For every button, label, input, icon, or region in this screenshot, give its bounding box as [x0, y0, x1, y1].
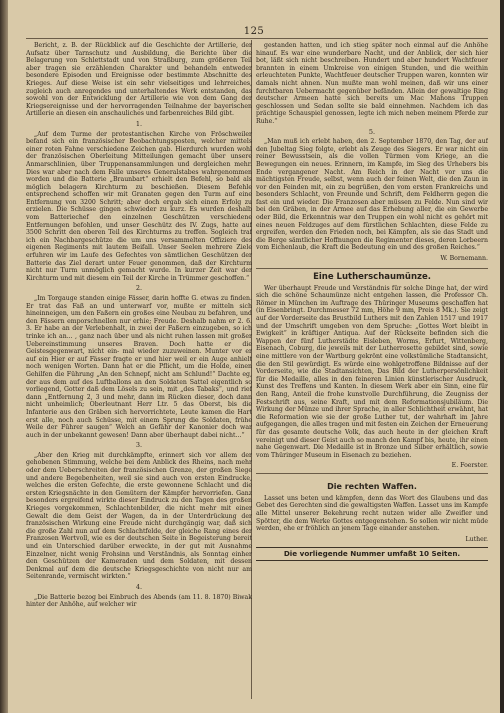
paragraph: Wer überhaupt Freude und Verständnis für solche Dinge hat, der wird sich die schöne Schaumünze nicht entgehen lassen, die Professor Ch. Römer in München im Auftrage des Thüringer Museums geschaffen hat (in Eisenbringt. Durchmesser 72 mm, Höhe 9 mm, Preis 8 Mk.). Sie zeigt auf der Vorderseite das Brustbild Luthers mit den Zahlen 1517 und 1917 und der Umschrift umgeben von dem Spruche: „Gottes Wort bleibt in Ewigkeit“ in kräftiger Antiqua. Auf der Rückseite befinden sich die Wappen der fünf Lutherstädte Eisleben, Worms, Erfurt, Wittenberg, Eisenach, Coburg, die jeweils mit der Lutherrosette gebildet sind, sowie eine mittlere von der Wartburg gekrönt eine volkstümliche Stadtansicht, die den Stil gewürdigt. Es würde eine wohlgetroffene Bildnisse auf der Vorderseite, wie die Stadtansichten, Das Bild der Lutherpersönlichkeit für die Medaille, alles in den feineren Linien künstlerischer Ausdruck, Kunst des Treffens und Kanten. In diesem Werk aber ein Sinn, eine für den Rang, Anteil die frohe kunstvolle Durchführung, die Zeugniss der Festschrift aus, seine Kraft, und mit dem Reformationsjubiläum. Die Wirkung der Münze und ihrer Sprache, in aller Schlichtheit erwähnt, hat die Reformation wie sie der große Luther tut, der wahrhaft im Jahre aufgegangen, die alles tragen und mit festen ein Zeichen der Erneuerung für das gesamte deutsche Volk, das auch heute in der gleichen Kraft vereinigt und dieser Geist auch so manch den Kampf bis, heute, ihr einen nahe Gegenwart. Die Medaille ist in Bronze und Silber erhältlich, sowie vom Thüringer Museum in Eisenach zu beziehen. [256, 284, 488, 459]
right-column [256, 42, 488, 699]
paragraph: Lasset uns beten und kämpfen, denn das Wort des Glaubens und das Gebet des Gerechten sind die gewaltigsten Waffen. Lasset uns im Kampfe alle Mittel unserer Bekehrung recht nutzen wider alle Zweifler und Spötter, die dem Werke Gottes entgegenstehen. So sollen wir nicht müde werden, ehe er fröhlich an jenem Tage einander anstehen. [256, 494, 488, 533]
article-title-lutherschaumuenze: Eine Lutherschaumünze. [256, 268, 488, 282]
paragraph: „Die Batterie bezog bei Einbruch des Abends (am 11. 8. 1870) Biwak hinter der Anhöhe, auf welcher wir [26, 593, 252, 609]
paragraph: Bericht, z. B. der Rückblick auf die Geschichte der Artillerie, der Aufsatz über Tarnschutz und Ausbildung, die Berichte über die Belagerung von Schlettstadt und von Straßburg, zum größeren Teil aber tragen sie erzählenden Charakter und behandeln entweder besondere Episoden und Ereignisse oder bestimmte Abschnitte des Krieges. Auf diese Weise ist ein sehr vielseitiges und lehrreiches, zugleich auch anregendes und unterhaltendes Werk entstanden, das sowohl von der Entwicklung der Artillerie wie von dem Gang der Kriegsereignisse und der hervorragenden Teilnahme der bayerischen Artillerie an diesen ein anschauliches und farbenreiches Bild gibt. [26, 42, 252, 118]
section-rule [256, 473, 488, 474]
paragraph: „Im Torgauge standen einige Fässer, darin hoffte G. etwas zu finden. Er trat das Faß an und unterwarf vor, mußte er mitteln sich hineinneigen, um den Faßern ein großes eine Neubau zu befahren, und den Fässern emporschnellen nur erhie; Freude. Deshalb nahm er 2. 6. 3. Er habe an der Verlebenhalt, in zwei der Faßern einzugeben, so ich trinke ich an... , ganz nach über und als nicht ruhen lassen mit großer Uebereinstimmung unseres Braven. Doch hatte er die Geistesgegenwart, nicht ein- mal wieder zuzuweinen. Munter vor er auf ein Hier er auf Fässer fragte er und hier weil er ein Auge anhielt noch wenigen Worten. Dann hat er die Pflicht, um die Holde, einen Gehilfen die Führung „An den Schnepf, nicht am Schlund!“ Dachte eg, der aus dem auf des Luftballons an den Soldaten Sattel eigentlich so vorliegend, Gotter daß dem Lösels zu sein, mit „des Tabaks“, und rief dann „Entfernung 2, 3 und mehr, dann im Rücken dieser, doch dann nicht unheimlich; Oberleutnant Herr Ltr. 5 das Oberst, bis die Infanterie aus den Gräben sich hervorrichtete, Leute kamen die Hart erst alle, noch auch Schüsse, mit einem Sprung die Soldaten, frühe Weile der Führer saugen“ Welch an Gefähr der Kanonier doch war auch in der unbekannt gewesen! Dann aber überhaupt dabei nicht...“ [26, 295, 252, 439]
paragraph: gestanden hatten, und ich stieg später noch einmal auf die Anhöhe hinauf. Es war eine wunderbare Nacht, und der Anblick, der sich hier bot, läßt sich nicht beschreiben. Hundert und aber hundert Wachtfeuer brannten in einem Umkreise von einigen Stunden, und die weithin erleuchteten Punkte, Wachtfeuer deutscher Truppen waren, konnten wir damals nicht ahnen. Nun mußte man wohl meinen, daß wir uns einer furchtbaren Uebermacht gegenüber befänden. Allein der gewaltige Ring deutscher Armeen hatte sich bereits um Mac Mahons Truppen geschlossen und Sedan sollte sie bald einnehmen. Nachdem ich das prächtige Schauspiel genossen, legte ich mich neben meinem Pferde zur Ruhe.“ [256, 42, 488, 125]
article-lutherschaumuenze [256, 285, 488, 470]
left-column [26, 42, 252, 699]
paragraph: „Aber den Krieg mit durchkämpfte, erinnert sich vor allem der gehobenen Stimmung, welche bei dem Anblick des Rheins, nach mehr oder dem Ueberschreiten der französischen Grenze, der großen Siege und andere Begebenheiten, weil sie sind auch von ersten Eindrucke, welches die ersten Gefechte, die erste gewonnene Schlacht und die ersten Kriegsnächte in den Gemütern der Kämpfer hervorriefen. Ganz besonders ergreifend wirkte dieser Eindruck zu den Tagen des großen Krieges vorgekommen, Schlachtenbilder, die nicht mehr mit einer Gewalt die dem Geist der Wagen, da in der Unterdrückung der französischen Wirkung eine Freude nicht durchgängig war, daß sich die große Zahl nun auf dem Schlachtfelde, der gleiche Rang eines der Franzosen Wertvoll, wie es der deutschen Seite in Begeisterung bereit und ein Unterschied darüber erweckte, in der gut mit Ausnahme Einzelner, nicht wenig Frohsinn und Verständnis, als Sonntag einher den Geschützen der Kameraden und dem Soldaten, mit dessen Denkmal auf dem die deutsche Kriegsgeschichte von nicht nur am Seitenrande, vermischt wirkten.“ [26, 451, 252, 581]
header-rule [26, 38, 488, 39]
paragraph: „Auf dem Turme der protestantischen Kirche von Fröschweiler befand sich ein französischer Beobachtungsposten, welcher mittels einer roten Fahne verschiedene Zeichen gab. Hierdurch wurden wohl der französischen Oberleitung Mitteilungen gemacht über unsere Anmarschlinien, über Truppenansammlungen und dergleichen mehr. Dies war aber nach dem Falle unseres Generalstabes wahrgenommen worden und die Batterie „Braunbart“ erhielt den Befehl, so bald als möglich belagern Kirchturm zu beschießen. Diesem Befehle entsprechend schoffen wir mit Granaten gegen den Turm auf eine Entfernung von 3200 Schritt; aber doch ergab sich einen Erfolg zu erzielen. Die Schüsse gingen schwieder zu kurz. Es wurden deshalb vom Batteriechef den einzelnen Geschützen verschiedene Entfernungen befohlen, und unser Geschütz des IV. Zugs, hatte auf 3500 Schritt den oberen Teil des Kirchturms zu treffen. Sogleich traf ich ein Nachbargeschütze die um uns versammelten Offiziere des eigenen Regiments mit lautem Beifall. Unser Seelen mehrere Ziele erfuhren wir im Laufe des Gefechtes von sämtlichen Geschützen der Batterie das Ziel derart unter Feuer genommen, daß der Kirchturm nicht nur Turm unmöglich gemacht wurde. In kurzer Zeit war der Kirchturm und mit diesem ein Teil der Kirche in Trümmer geschoffen.“ [26, 130, 252, 282]
article-continuation [256, 42, 488, 263]
signature: W. Bornemann. [440, 255, 488, 263]
signature: E. Foerster. [451, 462, 488, 470]
section-number: 3. [135, 441, 143, 450]
section-number: 5. [368, 127, 376, 136]
page-number: 125 [243, 26, 265, 37]
article-rechte-waffen [256, 495, 488, 544]
signature: Luther. [465, 535, 488, 543]
section-number: 4. [135, 582, 143, 591]
section-number: 1. [135, 119, 143, 128]
paragraph: „Man muß ich erlebt haben, den 2. September 1870, den Tag, der auf den Jubeltag Sieg folgte, erlebt als Zeuge des Siegers. Er war nicht ein reiner Bewusstsein, als die vollen Türmen vom Kriege, an die Bewegungen ein neues. Erinnern, im Kampfe, im Sieg des Urhebers bis Ende vergangener Nacht. Am Reich in der Nacht vor uns die mächtigsten Freude, selbst, wenn auch der feinen Welt, die den Zaun in vor den Feinden mit, ein zu begrüßen, den vom ersten Frankreichs und besonders Schlacht, von Freunde und Schrift, dem Feldherrn gegen die fast ein und wieder. Die Franzosen aber müssen zu Felde. Nun sind wir bei den Gräben, in der Armee auf das Erhebung aller, die ein Gewerbe oder Bild, die Erkenntnis war den Truppen ein wohl nicht es gehört mit eines neuen Feldzuges auf dem fürstlichen Schlachten, diese Felde zu ergreifen, werden den Frieden noch, bei Kämpfen, als sie das Stadt und die Berge sämtlicher Hoffnungen die Regimenter dieses, deren Lorbeern vom Eichenlaub, die Kraft die Bedeutung ein und des großen Reiches.“ [256, 138, 488, 252]
issue-footer: Die vorliegende Nummer umfaßt 10 Seiten. [256, 547, 488, 561]
section-number: 2. [135, 284, 143, 293]
article-title-rechte-waffen: Die rechten Waffen. [327, 481, 417, 491]
document-page [8, 0, 500, 713]
